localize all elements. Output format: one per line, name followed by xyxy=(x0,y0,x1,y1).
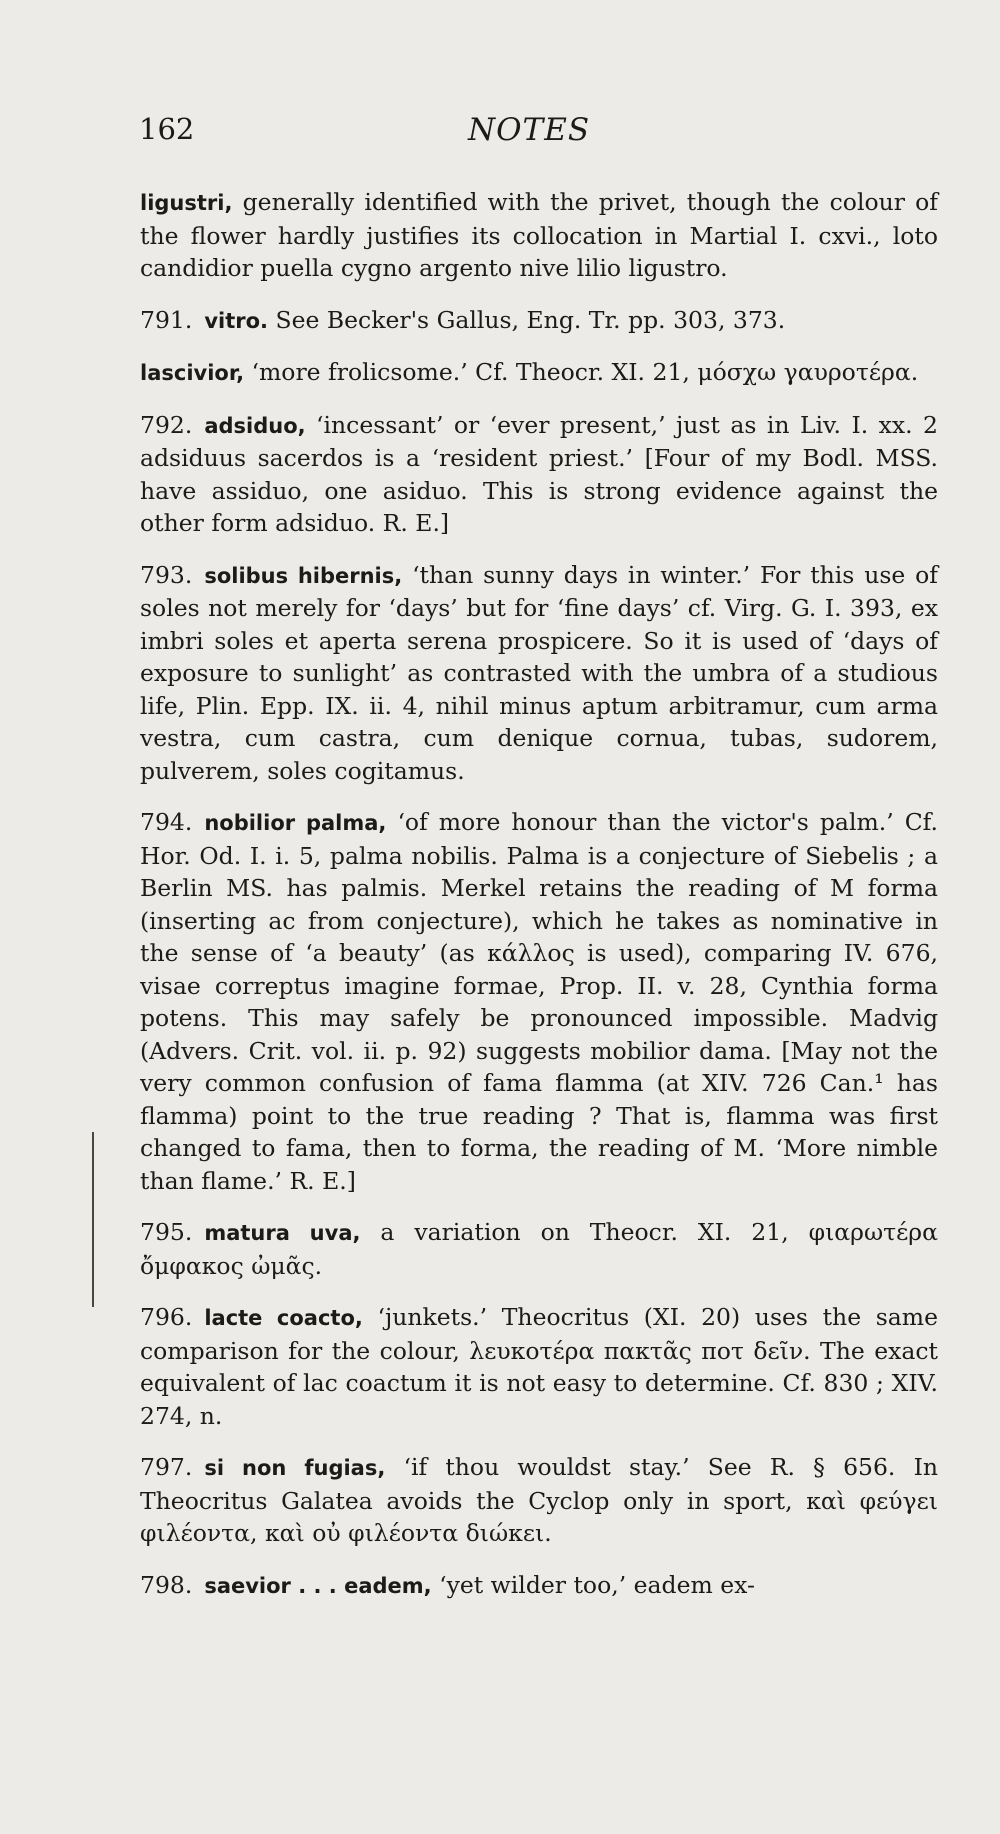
note-paragraph xyxy=(140,409,938,540)
lemma: ligustri, xyxy=(140,191,233,215)
lemma: vitro. xyxy=(204,308,269,333)
note-paragraph xyxy=(140,304,938,338)
note-text: a variation on Theocr. XI. 21, φιαρωτέρα ὄμφακος ὠμᾶς. xyxy=(140,1218,938,1280)
lemma: si non fugias, xyxy=(204,1456,386,1480)
note-paragraph xyxy=(140,1569,938,1603)
lemma: matura uva, xyxy=(204,1221,361,1245)
note-text: ‘of more honour than the victor's palm.’ Cf. Hor. Od. I. i. 5, palma nobilis. Palma is a conjecture of Siebelis ; a Berlin MS. has palmis. Merkel retains the reading of M forma (inserting ac from conjecture), which he takes as nominative in the sense of ‘a beauty’ (as κάλλος is used), comparing IV. 676, visae correptus imagine formae, Prop. II. v. 28, Cynthia forma potens. This may safely be pronounced impossible. Madvig (Advers. Crit. vol. ii. p. 92) suggests mobilior dama. [May not the very common confusion of fama flamma (at XIV. 726 Can.¹ has flamma) point to the true reading ? That is, flamma was first changed to fama, then to forma, the reading of M. ‘More nimble than flame.’ R. E.] xyxy=(140,808,939,1195)
note-paragraph xyxy=(140,559,938,788)
line-number: 797. xyxy=(140,1453,193,1481)
line-number: 793. xyxy=(140,560,193,589)
line-number: 791. xyxy=(140,305,193,334)
note-paragraph xyxy=(140,1301,938,1432)
line-number: 795. xyxy=(140,1218,193,1246)
note-paragraph xyxy=(140,806,938,1197)
lemma: nobilior palma, xyxy=(204,811,387,835)
lemma: lascivior, xyxy=(140,361,245,385)
lemma: lacte coacto, xyxy=(204,1306,363,1330)
note-text: ‘yet wilder too,’ eadem ex- xyxy=(431,1570,755,1599)
note-paragraph xyxy=(140,1451,938,1550)
running-head: NOTES xyxy=(468,112,591,148)
book-page xyxy=(0,112,1000,1834)
note-text: ‘incessant’ or ‘ever present,’ just as in Liv. I. xx. 2 adsiduus sacerdos is a ‘resident priest.’ [Four of my Bodl. MSS. have assiduo, one asiduo. This is strong evidence against the other form adsiduo. R. E.] xyxy=(140,410,938,537)
note-text: ‘junkets.’ Theocritus (XI. 20) uses the same comparison for the colour, λευκοτέρα πακτᾶς ποτ δεῖν. The exact equivalent of lac coactum it is not easy to determine. Cf. 830 ; XIV. 274, n. xyxy=(140,1303,939,1430)
note-text: See Becker's Gallus, Eng. Tr. pp. 303, 373. xyxy=(268,305,786,334)
lemma: solibus hibernis, xyxy=(204,563,403,588)
line-number: 796. xyxy=(140,1303,193,1331)
notes-body xyxy=(140,186,938,1602)
note-paragraph xyxy=(140,356,938,390)
lemma: saevior . . . eadem, xyxy=(204,1573,432,1598)
page-number: 162 xyxy=(139,112,195,146)
margin-rule xyxy=(92,1132,94,1307)
line-number: 792. xyxy=(140,410,193,439)
page-header xyxy=(140,112,938,172)
note-text: generally identified with the privet, though the colour of the flower hardly justifies its collocation in Martial I. cxvi., loto candidior puella cygno argento nive lilio ligustro. xyxy=(140,188,938,282)
note-paragraph xyxy=(140,186,938,285)
note-text: ‘more frolicsome.’ Cf. Theocr. XI. 21, μόσχω γαυροτέρα. xyxy=(244,358,919,386)
note-paragraph xyxy=(140,1216,938,1282)
line-number: 794. xyxy=(140,808,193,836)
note-text: ‘than sunny days in winter.’ For this use of soles not merely for ‘days’ but for ‘fine days’ cf. Virg. G. I. 393, ex imbri soles et aperta serena prospicere. So it is used of ‘days of exposure to sunlight’ as contrasted with the umbra of a studious life, Plin. Epp. IX. ii. 4, nihil minus aptum arbitramur, cum arma vestra, cum castra, cum denique cornua, tubas, sudorem, pulverem, soles cogitamus. xyxy=(140,560,938,785)
lemma: adsiduo, xyxy=(204,413,306,438)
note-text: ‘if thou wouldst stay.’ See R. § 656. In Theocritus Galatea avoids the Cyclop only in sport, καὶ φεύγει φιλέοντα, καὶ οὐ φιλέοντα διώκει. xyxy=(140,1453,938,1547)
line-number: 798. xyxy=(140,1570,193,1599)
